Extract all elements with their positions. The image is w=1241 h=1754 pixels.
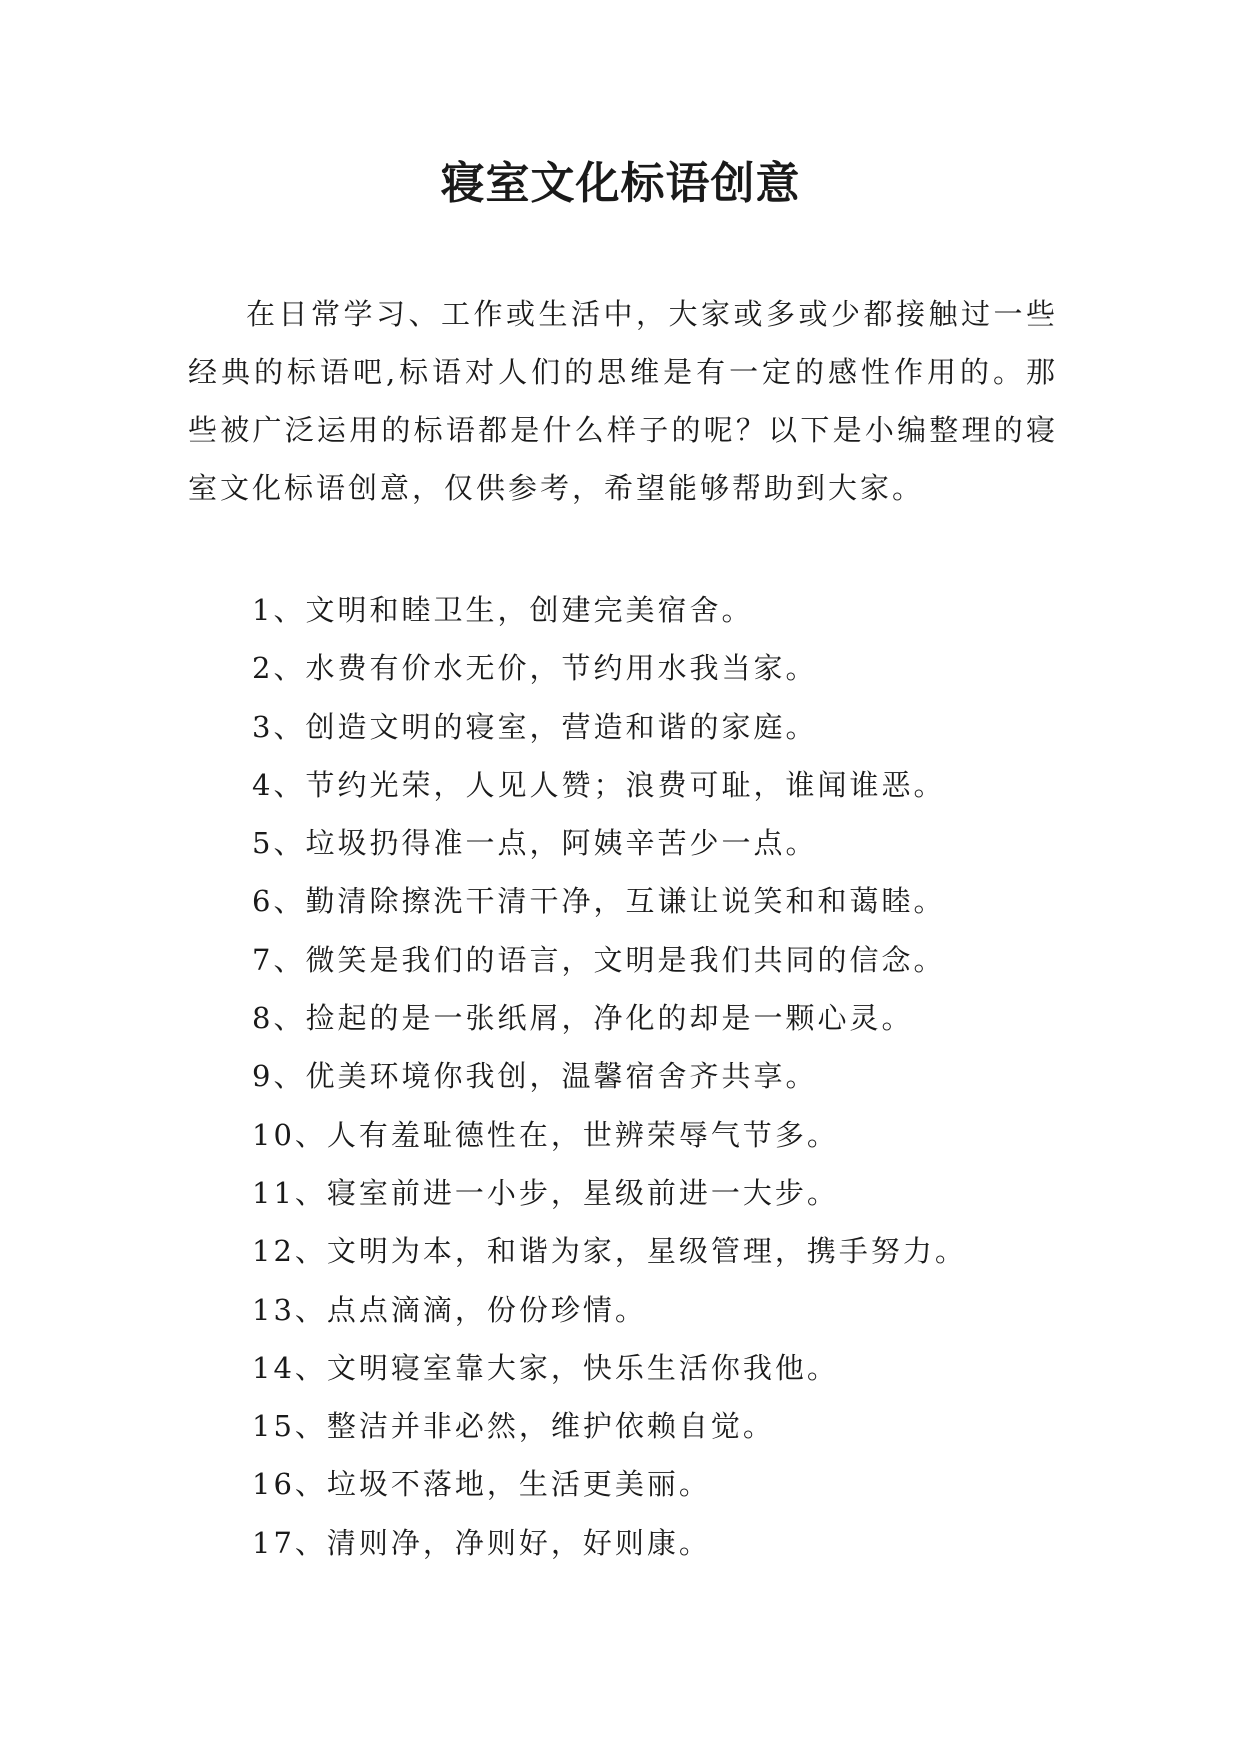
list-item: 10、人有羞耻德性在，世辨荣辱气节多。 <box>252 1117 839 1152</box>
list-item: 8、捡起的是一张纸屑，净化的却是一颗心灵。 <box>252 1001 914 1036</box>
list-item: 14、文明寝室靠大家，快乐生活你我他。 <box>252 1350 839 1385</box>
list-item: 11、寝室前进一小步，星级前进一大步。 <box>252 1175 839 1210</box>
list-item: 2、水费有价水无价，节约用水我当家。 <box>252 651 818 686</box>
list-item: 3、创造文明的寝室，营造和谐的家庭。 <box>252 709 818 744</box>
list-item: 15、整洁并非必然，维护依赖自觉。 <box>252 1409 775 1444</box>
list-item: 1、文明和睦卫生，创建完美宿舍。 <box>252 593 754 627</box>
list-item: 6、勤清除擦洗干清干净，互谦让说笑和和蔼睦。 <box>252 884 946 919</box>
list-item: 17、清则净，净则好，好则康。 <box>252 1525 711 1560</box>
list-item: 9、优美环境你我创，温馨宿舍齐共享。 <box>252 1059 818 1094</box>
intro-paragraph: 在日常学习、工作或生活中，大家或多或少都接触过一些经典的标语吧,标语对人们的思维是有一定的感性作用的。那些被广泛运用的标语都是什么样子的呢？以下是小编整理的寝室文化标语创意，仅供参考，希望能够帮助到大家。 <box>188 297 1058 505</box>
page-title: 寝室文化标语创意 <box>440 158 801 209</box>
list-item: 13、点点滴滴，份份珍情。 <box>252 1292 647 1327</box>
slogan-list <box>252 581 1052 1572</box>
list-item: 7、微笑是我们的语言，文明是我们共同的信念。 <box>252 942 946 977</box>
list-item: 12、文明为本，和谐为家，星级管理，携手努力。 <box>252 1234 967 1269</box>
list-item: 5、垃圾扔得准一点，阿姨辛苦少一点。 <box>252 826 818 861</box>
list-item: 4、节约光荣，人见人赞；浪费可耻，谁闻谁恶。 <box>252 767 946 802</box>
list-item: 16、垃圾不落地，生活更美丽。 <box>252 1467 711 1502</box>
